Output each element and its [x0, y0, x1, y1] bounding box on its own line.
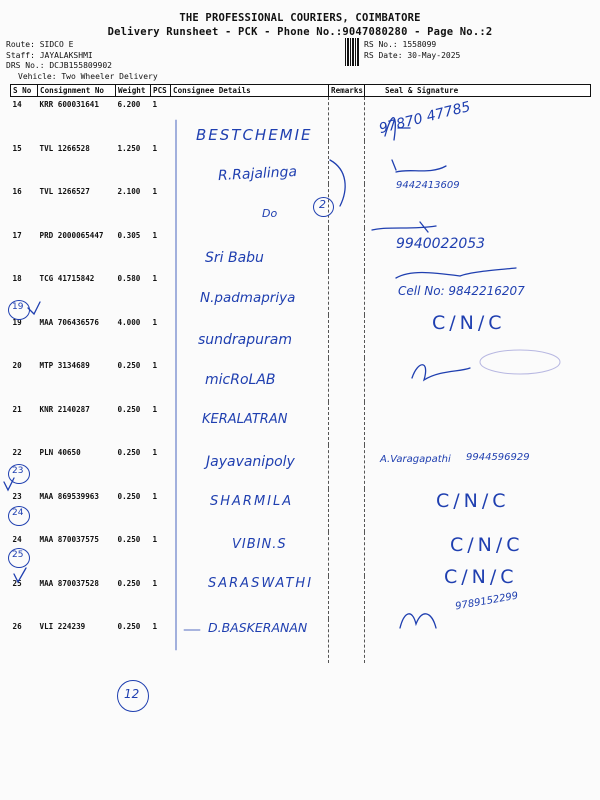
handwritten-name: R.Rajalinga — [217, 163, 298, 185]
cell-sno: 20 — [12, 361, 22, 370]
cell-pcs: 1 — [152, 100, 158, 109]
cell-sno: 22 — [12, 448, 22, 457]
handwritten-name: micRoLAB — [205, 372, 276, 388]
bracket-stroke — [330, 160, 345, 206]
cnc-mark: C/N/C — [444, 566, 518, 588]
cell-consignment: MAA 706436576 — [39, 317, 99, 327]
handwritten-mark: Do — [262, 207, 278, 220]
drs-text: DRS No.: DCJB155809902 — [6, 61, 112, 70]
handwritten-name: SARASWATHI — [208, 576, 314, 591]
cell-weight: 0.250 — [117, 622, 141, 631]
cell-pcs: 1 — [152, 622, 158, 631]
cell-sno: 23 — [12, 491, 22, 501]
cell-weight: 1.250 — [117, 143, 141, 153]
cell-pcs: 1 — [152, 317, 158, 327]
company-title: THE PROFESSIONAL COURIERS, COIMBATORE — [179, 12, 421, 24]
vehicle-text: Vehicle: Two Wheeler Delivery — [18, 71, 158, 81]
cell-weight: 0.580 — [117, 274, 141, 283]
cell-weight: 6.200 — [117, 100, 141, 109]
cell-consignment: MTP 3134689 — [39, 361, 90, 370]
circled-sno-text: 24 — [12, 508, 24, 518]
col-consignment: Consignment No — [38, 85, 116, 97]
tick-stroke — [14, 568, 26, 582]
cnc-mark: C/N/C — [432, 312, 506, 334]
cell-pcs: 1 — [152, 187, 158, 196]
cell-sno: 17 — [12, 230, 22, 240]
cell-weight: 4.000 — [117, 317, 141, 327]
cell-pcs: 1 — [152, 535, 158, 544]
phone-number: 9789152299 — [454, 590, 520, 613]
cell-consignment: PLN 40650 — [39, 448, 81, 457]
signature-stroke — [412, 365, 470, 380]
cell-consignment: VLI 224239 — [39, 622, 86, 631]
signature-stroke — [372, 222, 436, 232]
cell-weight: 0.305 — [117, 230, 141, 240]
signature-stroke — [400, 614, 436, 628]
cell-sno: 25 — [12, 578, 22, 588]
circled-sno-text: 19 — [12, 302, 24, 312]
cell-sno: 16 — [12, 187, 22, 196]
handwritten-name: Sri Babu — [205, 250, 264, 266]
cell-consignment: MAA 869539963 — [39, 491, 99, 501]
cell-pcs: 1 — [152, 230, 158, 240]
cell-consignment: TVL 1266528 — [39, 143, 90, 153]
cell-weight: 0.250 — [117, 361, 141, 370]
cell-consignment: KRR 600031641 — [39, 100, 99, 109]
cell-sno: 15 — [12, 143, 22, 153]
handwritten-name: N.padmapriya — [200, 290, 296, 306]
rs-date-text: RS Date: 30-May-2025 — [364, 50, 461, 60]
staff-text: Staff: JAYALAKSHMI — [6, 50, 93, 60]
margin-stroke — [176, 120, 200, 650]
phone-number: Cell No: 9842216207 — [398, 284, 525, 298]
cell-pcs: 1 — [152, 491, 158, 501]
handwritten-name: KERALATRAN — [202, 412, 288, 427]
route-text: Route: SIDCO E — [6, 40, 74, 49]
cell-consignment: KNR 2140287 — [39, 404, 90, 414]
handwritten-name: SHARMILA — [210, 494, 294, 509]
handwritten-name: VIBIN.S — [232, 537, 287, 552]
handwritten-name: BESTCHEMIE — [196, 126, 313, 144]
cell-pcs: 1 — [152, 274, 158, 283]
cell-pcs: 1 — [152, 404, 158, 414]
circled-sno-text: 25 — [12, 550, 24, 560]
signature-name: A.Varagapathi — [380, 454, 451, 465]
col-consignee: Consignee Details — [171, 85, 329, 97]
cell-weight: 0.250 — [117, 448, 141, 457]
handwritten-name: Jayavanipoly — [206, 454, 295, 470]
cell-consignment: TCG 41715842 — [39, 274, 95, 283]
cell-consignment: MAA 870037528 — [39, 578, 99, 588]
signature-stroke — [392, 160, 446, 172]
cell-pcs: 1 — [152, 578, 158, 588]
cell-weight: 0.250 — [117, 578, 141, 588]
col-sno: S No — [11, 85, 38, 97]
cell-sno: 14 — [12, 100, 22, 109]
cell-consignment: PRD 2000065447 — [39, 230, 104, 240]
cell-consignment: MAA 870037575 — [39, 535, 99, 544]
signature-stroke — [385, 118, 410, 140]
circled-sno-text: 23 — [12, 466, 24, 476]
cell-pcs: 1 — [152, 361, 158, 370]
page-total: 12 — [124, 687, 140, 701]
runsheet-subtitle: Delivery Runsheet - PCK - Phone No.:9047080280 - Page No.:2 — [107, 26, 493, 38]
cell-sno: 21 — [12, 404, 22, 414]
rs-no-text: RS No.: 1558099 — [364, 40, 437, 49]
cell-consignment: TVL 1266527 — [39, 187, 90, 196]
cell-weight: 0.250 — [117, 491, 141, 501]
handwritten-name: D.BASKERANAN — [208, 620, 308, 635]
cnc-mark: C/N/C — [436, 490, 510, 512]
phone-number: 9944596929 — [466, 452, 530, 463]
signature-stroke — [396, 268, 516, 278]
cell-pcs: 1 — [152, 448, 158, 457]
stamp-mark — [480, 350, 560, 374]
cell-pcs: 1 — [152, 143, 158, 153]
cnc-mark: C/N/C — [450, 534, 524, 556]
col-weight: Weight — [116, 85, 151, 97]
cell-weight: 0.250 — [117, 535, 141, 544]
col-signature: Seal & Signature — [365, 85, 591, 97]
cell-sno: 19 — [12, 317, 22, 327]
cell-sno: 26 — [12, 622, 22, 631]
cell-sno: 18 — [12, 274, 22, 283]
handwritten-name: sundrapuram — [198, 332, 292, 348]
cell-sno: 24 — [12, 535, 22, 544]
circled-mark-text: 2 — [319, 198, 326, 211]
col-pcs: PCS — [151, 85, 171, 97]
phone-number: 9940022053 — [396, 236, 486, 252]
signature: 97870 47785 — [377, 98, 473, 138]
cell-weight: 0.250 — [117, 404, 141, 414]
phone-number: 9442413609 — [396, 180, 460, 191]
cell-weight: 2.100 — [117, 187, 141, 196]
col-remarks: Remarks — [329, 85, 365, 97]
